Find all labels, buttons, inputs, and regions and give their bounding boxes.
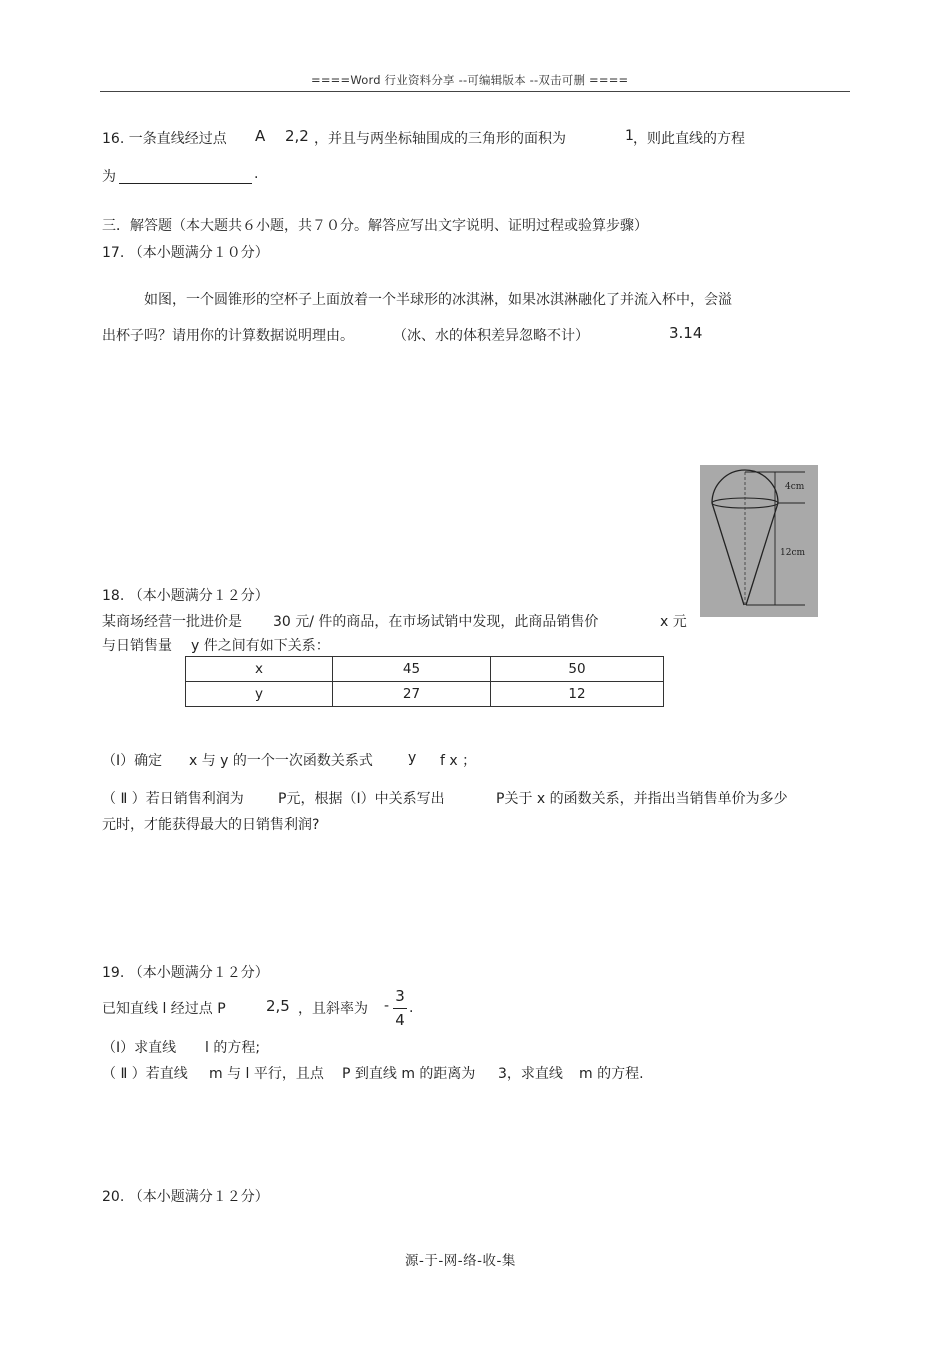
q16-line1-a: 16. 一条直线经过点	[102, 131, 227, 147]
section3-title: 三．解答题（本大题共６小题，共７０分。解答应写出文字说明、证明过程或验算步骤）	[102, 218, 648, 234]
table-cell: 12	[491, 682, 664, 707]
q17-figure	[700, 465, 818, 617]
cone-right-edge	[746, 503, 778, 605]
q17-para2: 出杯子吗？请用你的计算数据说明理由。	[102, 328, 354, 344]
q18-line2-b: y 件之间有如下关系：	[191, 638, 330, 654]
q19-fraction-bar	[393, 1008, 407, 1009]
header-rule	[100, 91, 850, 92]
q16-line2-end: .	[254, 166, 259, 182]
q16-line1-b: ，并且与两坐标轴围成的三角形的面积为	[314, 131, 566, 147]
q18-line1-a: 某商场经营一批进价是	[102, 614, 242, 630]
q16-point-name: A	[255, 127, 266, 145]
q19-part2-d: 3，求直线	[498, 1066, 563, 1082]
q19-part1-a: （Ⅰ）求直线	[102, 1040, 177, 1056]
q19-part2-c: P 到直线 m 的距离为	[342, 1066, 476, 1082]
q19-part1-b: l 的方程;	[205, 1040, 261, 1056]
q19-slope-numerator: 3	[395, 987, 405, 1005]
q18-part2-c: P关于 x 的函数关系，并指出当销售单价为多少	[496, 791, 788, 807]
q20-header: 20. （本小题满分１２分）	[102, 1189, 269, 1205]
q18-header: 18. （本小题满分１２分）	[102, 588, 269, 604]
table-cell: y	[186, 682, 333, 707]
q18-part1-d: f x ；	[440, 753, 477, 769]
q18-part2-line2: 元时，才能获得最大的日销售利润?	[102, 817, 320, 833]
q19-point-coords: 2,5	[266, 997, 290, 1015]
q19-line1-end: .	[409, 1000, 414, 1016]
q19-part2-a: （ Ⅱ ）若直线	[102, 1066, 188, 1082]
table-cell: 45	[333, 657, 491, 682]
q16-line2: 为	[102, 169, 116, 185]
q19-line1-a: 已知直线 l 经过点 P	[102, 1001, 226, 1017]
q16-line1-c: ，则此直线的方程	[633, 131, 745, 147]
q19-slope-sign: -	[384, 998, 390, 1014]
fig-side-label: 12cm	[780, 548, 806, 558]
table-cell: 50	[491, 657, 664, 682]
q18-part1-b: x 与 y 的一个一次函数关系式	[189, 753, 373, 769]
q19-header: 19. （本小题满分１２分）	[102, 965, 269, 981]
q17-para1: 如图，一个圆锥形的空杯子上面放着一个半球形的冰淇淋，如果冰淇淋融化了并流入杯中，会溢	[144, 292, 732, 308]
q19-part2-b: m 与 l 平行，且点	[209, 1066, 324, 1082]
q18-line2-a: 与日销售量	[102, 638, 172, 654]
q18-line1-b: 30 元/ 件的商品，在市场试销中发现，此商品销售价	[273, 614, 599, 630]
q18-part1-c: y	[408, 750, 417, 766]
table-cell: x	[186, 657, 333, 682]
q19-slope-denominator: 4	[395, 1011, 405, 1029]
q18-part1-a: （Ⅰ）确定	[102, 753, 163, 769]
table-cell: 27	[333, 682, 491, 707]
q18-part2-b: P元，根据（Ⅰ）中关系写出	[278, 791, 445, 807]
q17-header: 17. （本小题满分１０分）	[102, 245, 269, 261]
q18-line1-c: x 元	[660, 614, 687, 630]
cone-icecream-diagram	[700, 465, 818, 617]
q17-note: （冰、水的体积差异忽略不计）	[393, 328, 589, 344]
table-row	[186, 657, 664, 682]
q16-area: 1	[625, 128, 634, 144]
q18-part2-a: （ Ⅱ ）若日销售利润为	[102, 791, 244, 807]
page-header: ====Word 行业资料分享 --可编辑版本 --双击可删 ====	[311, 73, 629, 87]
q19-line1-b: ，且斜率为	[298, 1001, 368, 1017]
cone-left-edge	[712, 503, 744, 605]
q16-answer-blank	[119, 183, 252, 184]
price-sales-table	[185, 656, 664, 707]
table-row	[186, 682, 664, 707]
q19-part2-e: m 的方程.	[579, 1066, 644, 1082]
page-footer: 源-于-网-络-收-集	[405, 1253, 516, 1269]
fig-top-label: 4cm	[785, 482, 805, 492]
q17-pi-value: 3.14	[669, 324, 703, 342]
q16-point-coords: 2,2	[285, 127, 309, 145]
